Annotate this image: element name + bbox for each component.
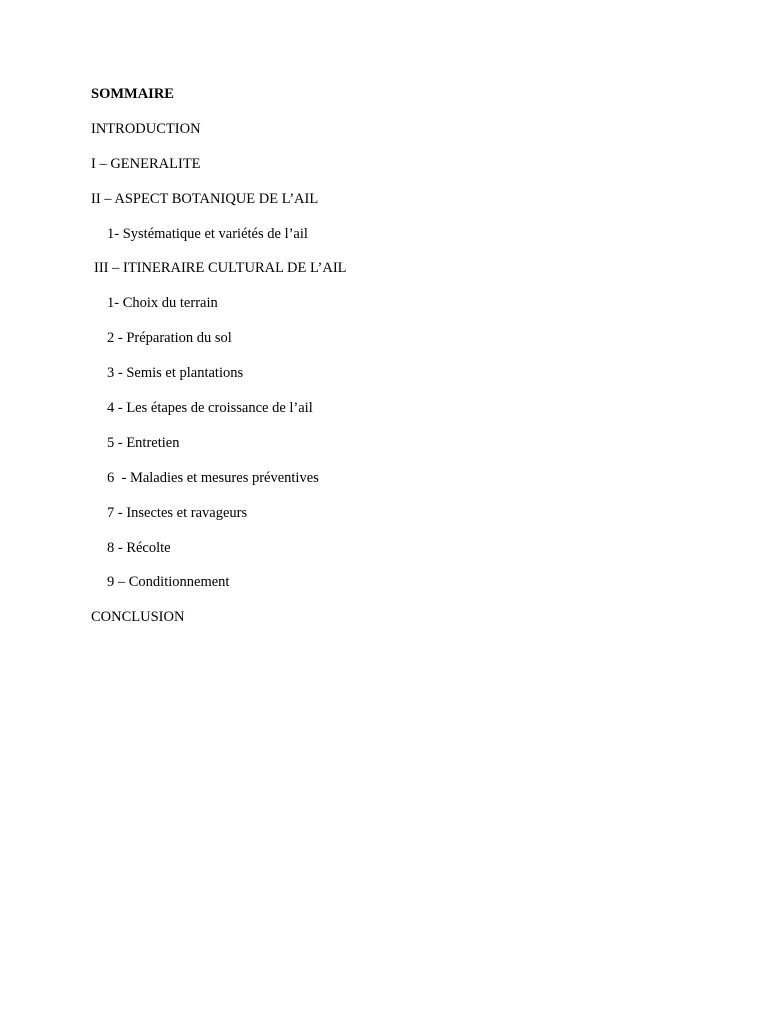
toc-entry-section-3-1: 1- Choix du terrain: [107, 295, 218, 312]
toc-entry-section-2: II – ASPECT BOTANIQUE DE L’AIL: [91, 190, 319, 207]
toc-entry-section-3-7: 7 - Insectes et ravageurs: [107, 504, 248, 521]
toc-entry-section-3-3: 3 - Semis et plantations: [107, 365, 244, 382]
toc-entry-section-2-1: 1- Systématique et variétés de l’ail: [107, 225, 308, 242]
toc-entry-section-3-2: 2 - Préparation du sol: [107, 330, 232, 347]
toc-entry-section-3-5: 5 - Entretien: [107, 434, 180, 451]
toc-entry-section-3-4: 4 - Les étapes de croissance de l’ail: [107, 400, 313, 417]
table-of-contents: [91, 85, 691, 643]
toc-title: SOMMAIRE: [91, 86, 174, 102]
toc-entry-section-3-8: 8 - Récolte: [107, 539, 171, 556]
toc-entry-conclusion: CONCLUSION: [91, 609, 185, 626]
toc-entry-section-3: III – ITINERAIRE CULTURAL DE L’AIL: [94, 260, 347, 277]
toc-entry-section-3-6: 6 - Maladies et mesures préventives: [107, 469, 319, 486]
toc-entry-section-3-9: 9 – Conditionnement: [107, 574, 230, 591]
toc-entry-section-1: I – GENERALITE: [91, 155, 201, 172]
toc-entry-introduction: INTRODUCTION: [91, 120, 201, 137]
